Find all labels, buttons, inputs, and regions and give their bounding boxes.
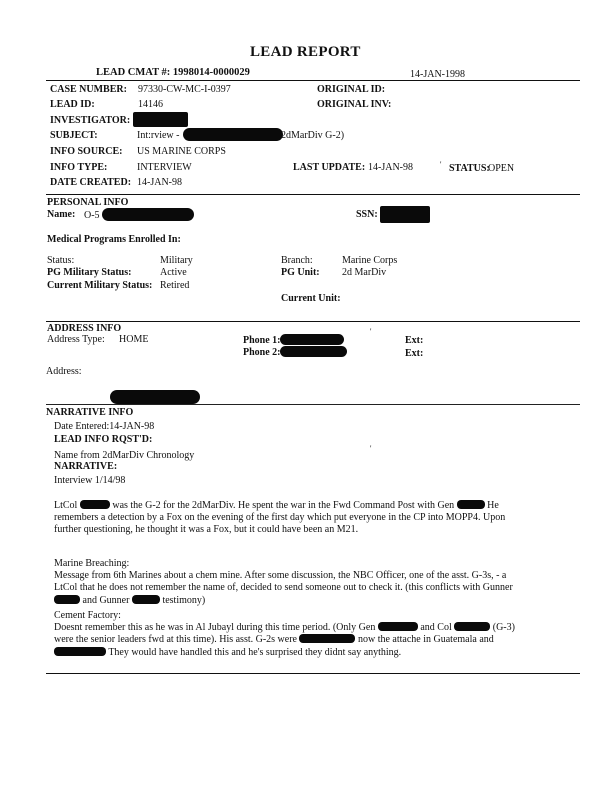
original-inv-label: ORIGINAL INV:: [317, 99, 392, 110]
phone1-redaction: [280, 334, 344, 345]
p2-text: LtCol that he does not remember the name of, decided to send someone out to check it. (this conflicts with Gunner: [54, 582, 513, 594]
info-type: INTERVIEW: [137, 162, 192, 173]
current-status-label: Current Military Status:: [47, 280, 153, 291]
p3-text: They would have handled this and he's surprised they didnt say anything.: [108, 646, 402, 658]
ext2-label: Ext:: [405, 348, 424, 359]
divider-personal: [46, 321, 580, 322]
p1-text: remembers a detection by a Fox on the evening of the first day which put everyone in the CP into MOPP4. Upon: [54, 512, 506, 524]
divider-header: [46, 194, 580, 195]
status-label-personal: Status:: [47, 255, 75, 266]
section-narrative: NARRATIVE INFO: [46, 407, 134, 418]
redaction: [457, 500, 485, 509]
phone2-label: Phone 2:: [243, 347, 281, 358]
narrative-paragraph-1: [54, 500, 574, 537]
lead-info-label: LEAD INFO RQST'D:: [54, 434, 153, 445]
interview-date: Interview 1/14/98: [54, 475, 126, 486]
stray-mark: ': [370, 444, 372, 453]
case-number-label: CASE NUMBER:: [50, 84, 127, 95]
current-unit-label: Current Unit:: [281, 293, 341, 304]
current-status: Retired: [160, 280, 190, 291]
narrative-paragraph-2: [54, 558, 574, 607]
name-label: Name:: [47, 209, 76, 220]
p3-text: Doesnt remember this as he was in Al Jubayl during this time period. (Only Gen: [54, 622, 376, 634]
p2-text: Marine Breaching:: [54, 558, 130, 569]
pg-status: Active: [160, 267, 187, 278]
p2-text: testimony): [162, 594, 206, 606]
report-date: 14-JAN-1998: [410, 69, 465, 80]
address-type: HOME: [119, 334, 149, 345]
redaction: [54, 595, 80, 604]
p2-text: and Gunner: [82, 594, 130, 606]
medical-label: Medical Programs Enrolled In:: [47, 234, 181, 245]
redaction: [80, 500, 110, 509]
p3-text: now the attache in Guatemala and: [357, 634, 494, 646]
p1-text: He: [487, 500, 499, 511]
stray-mark: ': [440, 160, 442, 169]
p3-text: were the senior leaders fwd at this time). His asst. G-2s were: [54, 634, 297, 646]
address-label: Address:: [46, 366, 82, 377]
info-type-label: INFO TYPE:: [50, 162, 108, 173]
subject-label: SUBJECT:: [50, 130, 98, 141]
section-personal: PERSONAL INFO: [47, 197, 129, 208]
ssn-redaction: [380, 206, 430, 223]
p3-text: and Col: [420, 622, 452, 634]
stray-mark: ': [370, 327, 372, 336]
pg-unit-label: PG Unit:: [281, 267, 320, 278]
subject-redaction: [183, 128, 283, 141]
narrative-paragraph-3: [54, 610, 574, 659]
investigator-label: INVESTIGATOR:: [50, 115, 131, 126]
last-update-label: LAST UPDATE:: [293, 162, 366, 173]
ext1-label: Ext:: [405, 335, 424, 346]
pg-status-label: PG Military Status:: [47, 267, 132, 278]
original-id-label: ORIGINAL ID:: [317, 84, 386, 95]
date-entered: Date Entered:14-JAN-98: [54, 421, 155, 432]
ssn-label: SSN:: [356, 209, 378, 220]
p1-text: further questioning, he thought it was a Fox, but it could have been an M21.: [54, 524, 359, 536]
lead-id-label: LEAD ID:: [50, 99, 95, 110]
lead-info: Name from 2dMarDiv Chronology: [54, 450, 195, 461]
last-update: 14-JAN-98: [368, 162, 413, 173]
info-source: US MARINE CORPS: [137, 146, 226, 157]
p3-text: (G-3): [492, 622, 515, 634]
phone2-redaction: [280, 346, 347, 357]
redaction: [454, 622, 490, 631]
section-address: ADDRESS INFO: [47, 323, 122, 334]
date-created-label: DATE CREATED:: [50, 177, 132, 188]
p1-text: LtCol: [54, 500, 78, 511]
narrative-label: NARRATIVE:: [54, 461, 118, 472]
p2-text: Message from 6th Marines about a chem mine. After some discussion, the NBC Officer, one of the asst. G-3s, - a: [54, 570, 507, 582]
redaction: [54, 647, 106, 656]
status-value: OPEN: [488, 163, 515, 174]
address-type-label: Address Type:: [47, 334, 105, 345]
name-prefix: O-5: [84, 210, 100, 221]
case-number: 97330-CW-MC-I-0397: [138, 84, 231, 95]
status-military: Military: [160, 255, 193, 266]
status-label: STATUS:: [449, 163, 490, 174]
redaction: [299, 634, 355, 643]
branch-value: Marine Corps: [342, 255, 398, 266]
date-created: 14-JAN-98: [137, 177, 182, 188]
divider-top: [46, 80, 580, 81]
name-redaction: [102, 208, 194, 221]
divider-address: [46, 404, 580, 405]
investigator-redaction: [133, 112, 188, 127]
divider-bottom: [46, 673, 580, 674]
subject-prefix: Int:rview -: [137, 130, 180, 141]
redaction: [378, 622, 418, 631]
p1-text: was the G-2 for the 2dMarDiv. He spent the war in the Fwd Command Post with Gen: [112, 500, 455, 511]
p3-text: Cement Factory:: [54, 610, 121, 621]
lead-cmat: LEAD CMAT #: 1998014-0000029: [96, 67, 250, 78]
page-title: LEAD REPORT: [250, 44, 361, 60]
redaction: [132, 595, 160, 604]
branch-label: Branch:: [281, 255, 313, 266]
info-source-label: INFO SOURCE:: [50, 146, 123, 157]
lead-id: 14146: [138, 99, 163, 110]
subject-suffix: 2dMarDiv G-2): [281, 130, 345, 141]
phone1-label: Phone 1:: [243, 335, 281, 346]
address-redaction: [110, 390, 200, 404]
pg-unit: 2d MarDiv: [342, 267, 387, 278]
